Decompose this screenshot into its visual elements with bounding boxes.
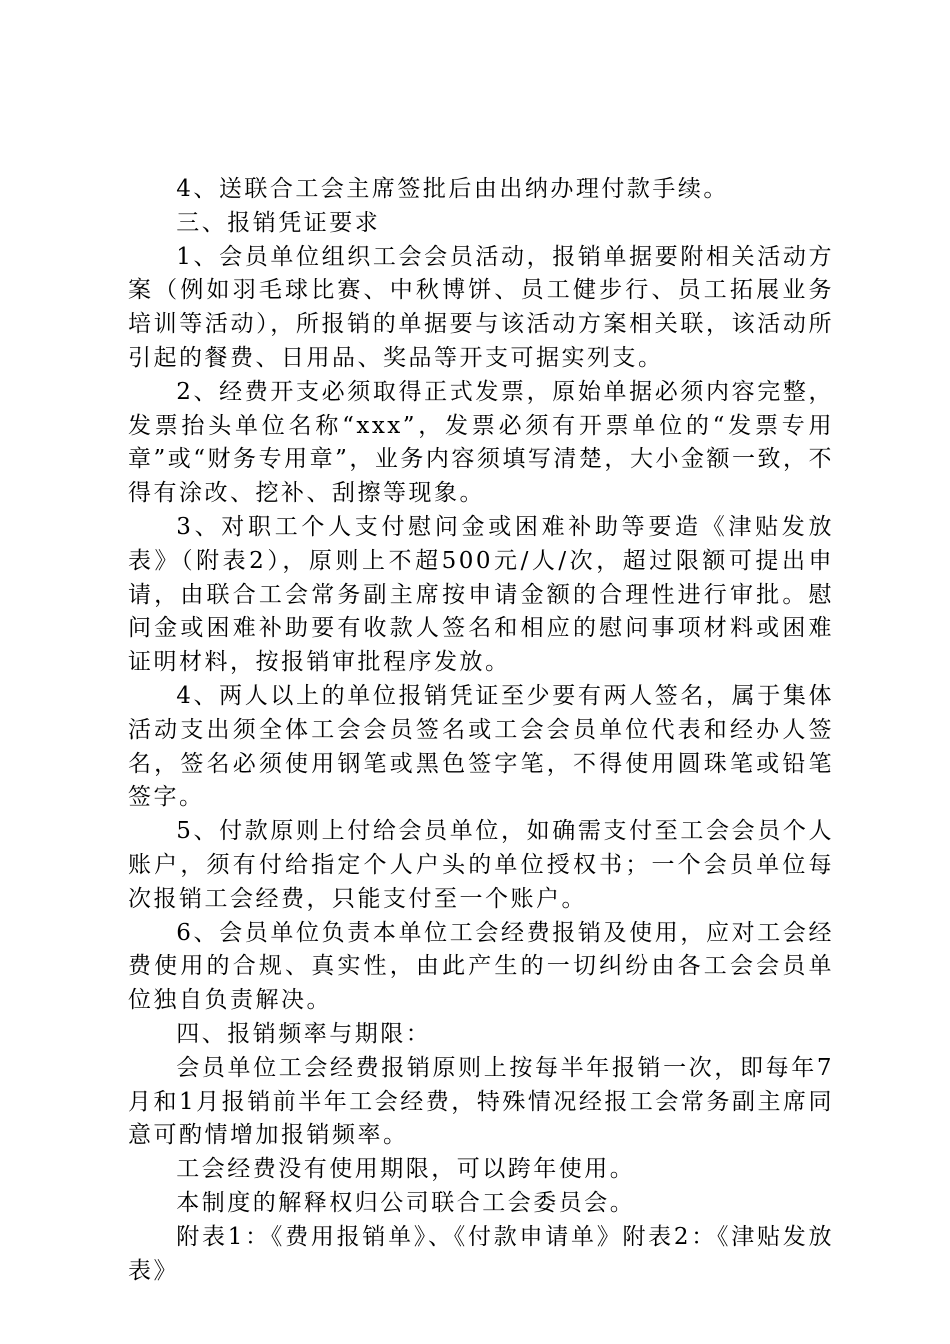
heading-section-4: 四、报销频率与期限： xyxy=(176,1020,432,1047)
document-body xyxy=(128,173,834,1288)
paragraph-frequency: 会员单位工会经费报销原则上按每半年报销一次，即每年7月和1月报销前半年工会经费，特殊情况经报工会常务副主席同意可酌情增加报销频率。 xyxy=(128,1054,834,1149)
paragraph-item-5: 5、付款原则上付给会员单位，如确需支付至工会会员个人账户，须有付给指定个人户头的单位授权书；一个会员单位每次报销工会经费，只能支付至一个账户。 xyxy=(128,818,834,912)
paragraph-attachments: 附表1：《费用报销单》、《付款申请单》附表2：《津贴发放表》 xyxy=(128,1223,834,1284)
paragraph-item-6: 6、会员单位负责本单位工会经费报销及使用，应对工会经费使用的合规、真实性，由此产生的一切纠纷由各工会会员单位独自负责解决。 xyxy=(128,919,834,1014)
paragraph-item-1: 1、会员单位组织工会会员活动，报销单据要附相关活动方案（例如羽毛球比赛、中秋博饼、员工健步行、员工拓展业务培训等活动），所报销的单据要与该活动方案相关联，该活动所引起的餐费、日用品、奖品等开支可据实列支。 xyxy=(128,243,834,371)
paragraph-no-expiry: 工会经费没有使用期限，可以跨年使用。 xyxy=(176,1156,636,1183)
paragraph-step-4-payment: 4、送联合工会主席签批后由出纳办理付款手续。 xyxy=(176,176,729,202)
paragraph-interpretation: 本制度的解释权归公司联合工会委员会。 xyxy=(176,1189,636,1216)
paragraph-item-4: 4、两人以上的单位报销凭证至少要有两人签名，属于集体活动支出须全体工会会员签名或工会会员单位代表和经办人签名，签名必须使用钢笔或黑色签字笔，不得使用圆珠笔或铅笔签字。 xyxy=(128,682,834,811)
paragraph-item-3: 3、对职工个人支付慰问金或困难补助等要造《津贴发放表》（附表2），原则上不超500元/人/次，超过限额可提出申请，由联合工会常务副主席按申请金额的合理性进行审批。慰问金或困难补助要有收款人签名和相应的慰问事项材料或困难证明材料，按报销审批程序发放。 xyxy=(128,513,834,676)
paragraph-item-2: 2、经费开支必须取得正式发票，原始单据必须内容完整，发票抬头单位名称“xxx”，发票必须有开票单位的“发票专用章”或“财务专用章”，业务内容须填写清楚，大小金额一致，不得有涂改、挖补、刮擦等现象。 xyxy=(128,378,834,507)
heading-section-3: 三、报销凭证要求 xyxy=(176,209,381,236)
